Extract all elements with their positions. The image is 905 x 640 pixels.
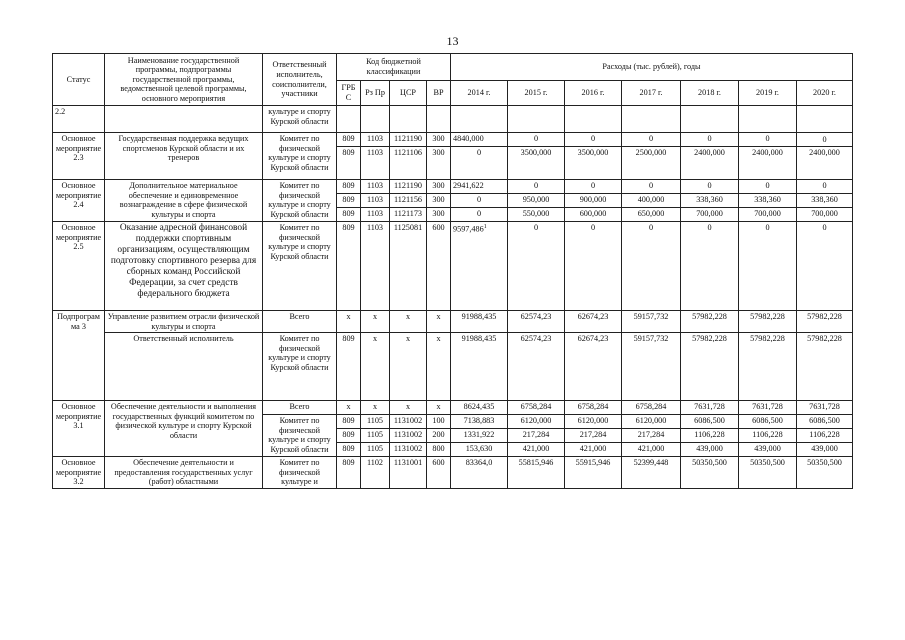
rzpr-cell: 1105 [361, 415, 390, 429]
grbs-cell: 809 [337, 333, 361, 401]
value-cell: 6758,284 [508, 401, 565, 415]
grbs-cell: 809 [337, 222, 361, 311]
value-cell: 1106,228 [797, 429, 853, 443]
name-cell: Государственная поддержка ведущих спортсменов Курской области и их тренеров [105, 133, 263, 180]
value-cell: 700,000 [797, 208, 853, 222]
responsible-cell: Комитет по физической культуре и спорту Курской области [263, 415, 337, 457]
value-cell: 439,000 [797, 443, 853, 457]
page-number: 13 [446, 34, 459, 48]
value-cell: 55815,946 [508, 457, 565, 489]
table-row [53, 401, 853, 415]
value-cell: 55915,946 [565, 457, 622, 489]
header-name: Наименование государственной программы, подпрограммы государственной программы, ведомственной целевой программы, основного мероприятия [105, 54, 263, 106]
value-cell: 338,360 [681, 194, 739, 208]
value-cell: 0 [739, 180, 797, 194]
header-budget-code: Код бюджетной классификации [337, 54, 451, 81]
value-cell: 0 [739, 222, 797, 311]
value-cell: 0 [565, 222, 622, 311]
value-cell: 700,000 [681, 208, 739, 222]
csr-cell: 1131002 [390, 415, 427, 429]
status-cell: Основное мероприятие 3.1 [53, 401, 105, 457]
value-cell: 950,000 [508, 194, 565, 208]
grbs-cell: 809 [337, 443, 361, 457]
vr-cell: 300 [427, 208, 451, 222]
value-cell: 0 [508, 133, 565, 147]
rzpr-cell: x [361, 401, 390, 415]
rzpr-cell: x [361, 333, 390, 401]
value-cell: 421,000 [565, 443, 622, 457]
responsible-cell: культуре и спорту Курской области [263, 106, 337, 133]
value-cell: 421,000 [622, 443, 681, 457]
total-label-cell: Всего [263, 401, 337, 415]
footnote-mark: 1 [483, 224, 487, 230]
header-expenses: Расходы (тыс. рублей), годы [451, 54, 853, 81]
vr-cell: x [427, 311, 451, 333]
value-cell: 439,000 [739, 443, 797, 457]
value-cell: 1106,228 [681, 429, 739, 443]
value-cell: 59157,732 [622, 333, 681, 401]
value-cell: 400,000 [622, 194, 681, 208]
status-cell: Основное мероприятие 3.2 [53, 457, 105, 489]
rzpr-cell: 1103 [361, 180, 390, 194]
csr-cell: x [390, 311, 427, 333]
value-cell: 600,000 [565, 208, 622, 222]
budget-table [52, 53, 853, 489]
value-cell: 91988,435 [451, 311, 508, 333]
grbs-cell: x [337, 311, 361, 333]
value-cell: 6120,000 [565, 415, 622, 429]
grbs-cell: 809 [337, 147, 361, 180]
value-cell: 0 [681, 180, 739, 194]
rzpr-cell: 1102 [361, 457, 390, 489]
value-cell: 6758,284 [622, 401, 681, 415]
value-cell: 0 [681, 222, 739, 311]
value-cell: 6086,500 [797, 415, 853, 429]
value-cell: 7631,728 [681, 401, 739, 415]
csr-cell: 1121190 [390, 133, 427, 147]
value-cell [451, 222, 508, 311]
value-cell: 3500,000 [565, 147, 622, 180]
status-cell: Подпрограмма 3 [53, 311, 105, 401]
name-cell: Дополнительное материальное обеспечение и единовременное вознаграждение в сфере физической культуры и спорта [105, 180, 263, 222]
table-row [53, 333, 853, 401]
value-cell: 6086,500 [681, 415, 739, 429]
csr-cell: 1121106 [390, 147, 427, 180]
rzpr-cell: x [361, 311, 390, 333]
responsible-cell: Всего [263, 311, 337, 333]
value-cell: 57982,228 [797, 311, 853, 333]
value-cell: 7138,883 [451, 415, 508, 429]
value-cell: 0 [622, 133, 681, 147]
value-cell: 3500,000 [508, 147, 565, 180]
responsible-cell: Комитет по физической культуре и спорту Курской области [263, 222, 337, 311]
value-cell: 50350,500 [739, 457, 797, 489]
grbs-cell: 809 [337, 208, 361, 222]
value-cell: 2400,000 [739, 147, 797, 180]
value-cell: 57982,228 [797, 333, 853, 401]
header-year: 2017 г. [622, 81, 681, 106]
value-cell: 338,360 [797, 194, 853, 208]
value-cell: 2400,000 [681, 147, 739, 180]
header-year: 2016 г. [565, 81, 622, 106]
vr-cell: x [427, 333, 451, 401]
value-cell: 62574,23 [508, 333, 565, 401]
header-year: 2019 г. [739, 81, 797, 106]
value-cell: 6086,500 [739, 415, 797, 429]
header-csr: ЦСР [390, 81, 427, 106]
value-cell: 0 [797, 180, 853, 194]
vr-cell: 300 [427, 194, 451, 208]
value-cell: 0 [565, 133, 622, 147]
status-cell: 2.2 [53, 106, 105, 133]
responsible-cell: Комитет по физической культуре и спорту Курской области [263, 180, 337, 222]
value-cell: 1331,922 [451, 429, 508, 443]
value-cell: 50350,500 [797, 457, 853, 489]
table-row [53, 457, 853, 489]
value-cell: 0 [797, 133, 853, 147]
header-year: 2014 г. [451, 81, 508, 106]
header-row-1 [53, 54, 853, 81]
grbs-cell: 809 [337, 180, 361, 194]
vr-cell: 100 [427, 415, 451, 429]
value-cell: 8624,435 [451, 401, 508, 415]
value-cell: 62674,23 [565, 311, 622, 333]
value-cell: 62574,23 [508, 311, 565, 333]
value-cell: 0 [797, 222, 853, 311]
value-cell: 421,000 [508, 443, 565, 457]
grbs-cell: 809 [337, 457, 361, 489]
value-cell: 550,000 [508, 208, 565, 222]
value-cell: 0 [451, 147, 508, 180]
value-cell: 439,000 [681, 443, 739, 457]
table-row [53, 222, 853, 311]
value-cell: 62674,23 [565, 333, 622, 401]
vr-cell: 300 [427, 180, 451, 194]
value-cell: 0 [622, 222, 681, 311]
grbs-cell: 809 [337, 429, 361, 443]
vr-cell: 600 [427, 222, 451, 311]
header-responsible: Ответственный исполнитель, соисполнители, участники [263, 54, 337, 106]
csr-cell: 1121156 [390, 194, 427, 208]
value-cell: 0 [565, 180, 622, 194]
csr-cell: x [390, 333, 427, 401]
rzpr-cell: 1103 [361, 147, 390, 180]
value-cell: 2500,000 [622, 147, 681, 180]
name-cell: Обеспечение деятельности и выполнения государственных функций комитетом по физической культуре и спорту Курской области [105, 401, 263, 457]
rzpr-cell: 1103 [361, 133, 390, 147]
value-cell: 153,630 [451, 443, 508, 457]
csr-cell: 1125081 [390, 222, 427, 311]
value-cell: 52399,448 [622, 457, 681, 489]
name-cell: Обеспечение деятельности и предоставления государственных услуг (работ) областными [105, 457, 263, 489]
status-cell: Основное мероприятие 2.5 [53, 222, 105, 311]
value-cell: 0 [739, 133, 797, 147]
value-cell: 4840,000 [451, 133, 508, 147]
responsible-cell: Комитет по физической культуре и [263, 457, 337, 489]
header-rzpr: Рз Пр [361, 81, 390, 106]
vr-cell: 200 [427, 429, 451, 443]
value-cell: 650,000 [622, 208, 681, 222]
value-cell: 50350,500 [681, 457, 739, 489]
value-cell: 7631,728 [797, 401, 853, 415]
value-cell: 217,284 [622, 429, 681, 443]
rzpr-cell: 1103 [361, 208, 390, 222]
value-cell: 57982,228 [739, 311, 797, 333]
value-cell: 57982,228 [681, 333, 739, 401]
responsible-cell: Комитет по физической культуре и спорту Курской области [263, 333, 337, 401]
csr-cell: 1121190 [390, 180, 427, 194]
rzpr-cell: 1103 [361, 194, 390, 208]
table-row [53, 106, 853, 133]
value-cell: 900,000 [565, 194, 622, 208]
name-cell: Ответственный исполнитель [105, 333, 263, 401]
header-year: 2020 г. [797, 81, 853, 106]
vr-cell: 300 [427, 147, 451, 180]
value-cell: 0 [622, 180, 681, 194]
header-vr: ВР [427, 81, 451, 106]
grbs-cell: 809 [337, 133, 361, 147]
value-cell: 59157,732 [622, 311, 681, 333]
value-cell: 217,284 [565, 429, 622, 443]
value-cell: 91988,435 [451, 333, 508, 401]
value-cell: 1106,228 [739, 429, 797, 443]
status-cell: Основное мероприятие 2.4 [53, 180, 105, 222]
value-cell: 2400,000 [797, 147, 853, 180]
value-cell: 0 [508, 180, 565, 194]
value-cell: 217,284 [508, 429, 565, 443]
name-cell: Оказание адресной финансовой поддержки спортивным организациям, осуществляющим подготовку спортивного резерва для сборных команд Российской Федерации, за счет средств федерального бюджета [105, 222, 263, 311]
vr-cell: x [427, 401, 451, 415]
value-cell: 57982,228 [739, 333, 797, 401]
csr-cell: 1131002 [390, 429, 427, 443]
value-cell: 83364,0 [451, 457, 508, 489]
grbs-cell: 809 [337, 194, 361, 208]
value-cell: 57982,228 [681, 311, 739, 333]
rzpr-cell: 1103 [361, 222, 390, 311]
header-year: 2018 г. [681, 81, 739, 106]
csr-cell: 1131001 [390, 457, 427, 489]
rzpr-cell: 1105 [361, 429, 390, 443]
value-cell: 338,360 [739, 194, 797, 208]
value-cell: 0 [508, 222, 565, 311]
value-cell: 2941,622 [451, 180, 508, 194]
table-row [53, 311, 853, 333]
table-row [53, 180, 853, 194]
header-grbs: ГРБС [337, 81, 361, 106]
name-cell: Управление развитием отрасли физической культуры и спорта [105, 311, 263, 333]
status-cell: Основное мероприятие 2.3 [53, 133, 105, 180]
header-status: Статус [53, 54, 105, 106]
value-cell: 0 [681, 133, 739, 147]
csr-cell: 1131002 [390, 443, 427, 457]
value-text: 9597,486 [453, 224, 484, 234]
grbs-cell: x [337, 401, 361, 415]
csr-cell: 1121173 [390, 208, 427, 222]
grbs-cell: 809 [337, 415, 361, 429]
vr-cell: 800 [427, 443, 451, 457]
responsible-cell: Комитет по физической культуре и спорту Курской области [263, 133, 337, 180]
value-cell: 6120,000 [508, 415, 565, 429]
value-cell: 700,000 [739, 208, 797, 222]
vr-cell: 600 [427, 457, 451, 489]
value-cell: 7631,728 [739, 401, 797, 415]
vr-cell: 300 [427, 133, 451, 147]
value-cell: 6120,000 [622, 415, 681, 429]
header-year: 2015 г. [508, 81, 565, 106]
rzpr-cell: 1105 [361, 443, 390, 457]
value-cell: 6758,284 [565, 401, 622, 415]
value-cell: 0 [451, 194, 508, 208]
value-cell: 0 [451, 208, 508, 222]
table-row [53, 133, 853, 147]
csr-cell: x [390, 401, 427, 415]
